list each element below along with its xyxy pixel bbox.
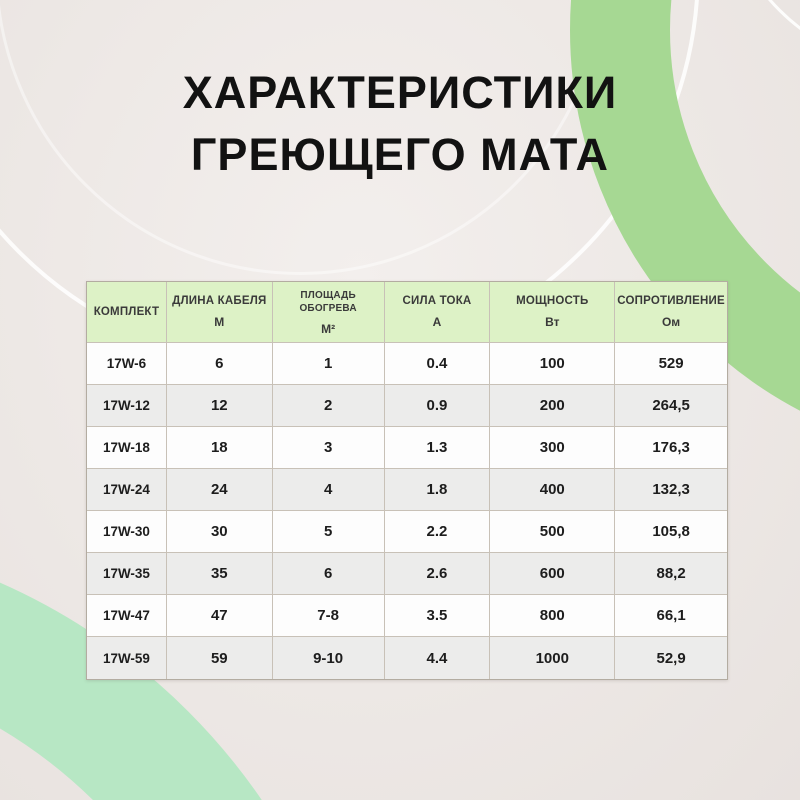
column-header xyxy=(615,282,727,343)
column-header-unit: А xyxy=(432,315,442,329)
value-cell: 500 xyxy=(490,511,615,553)
column-header-label: ДЛИНА КАБЕЛЯ xyxy=(172,295,267,307)
column-header-label: СОПРОТИВЛЕНИЕ xyxy=(617,295,725,307)
value-cell: 6 xyxy=(167,343,273,385)
value-cell: 4.4 xyxy=(385,637,491,679)
value-cell: 35 xyxy=(167,553,273,595)
value-cell: 9-10 xyxy=(273,637,385,679)
value-cell: 3.5 xyxy=(385,595,491,637)
column-header-unit: Ом xyxy=(661,315,681,329)
column-header xyxy=(87,282,167,343)
column-header-unit: М xyxy=(214,315,225,329)
characteristics-table xyxy=(86,281,728,680)
value-cell: 1 xyxy=(273,343,385,385)
kit-name-cell: 17W-59 xyxy=(87,637,167,679)
value-cell: 0.4 xyxy=(385,343,491,385)
value-cell: 2.2 xyxy=(385,511,491,553)
value-cell: 200 xyxy=(490,385,615,427)
column-header xyxy=(385,282,491,343)
kit-name-cell: 17W-35 xyxy=(87,553,167,595)
table-header-row xyxy=(87,282,727,343)
value-cell: 400 xyxy=(490,469,615,511)
table-row xyxy=(87,511,727,553)
value-cell: 30 xyxy=(167,511,273,553)
table-row xyxy=(87,595,727,637)
table-row xyxy=(87,385,727,427)
value-cell: 1.3 xyxy=(385,427,491,469)
table-row xyxy=(87,469,727,511)
column-header xyxy=(167,282,273,343)
value-cell: 12 xyxy=(167,385,273,427)
value-cell: 47 xyxy=(167,595,273,637)
value-cell: 176,3 xyxy=(615,427,727,469)
value-cell: 4 xyxy=(273,469,385,511)
kit-name-cell: 17W-12 xyxy=(87,385,167,427)
column-header xyxy=(273,282,385,343)
table-body xyxy=(87,343,727,679)
column-header-unit: Вт xyxy=(545,315,560,329)
page-title-line1: ХАРАКТЕРИСТИКИ xyxy=(182,67,618,118)
table-row xyxy=(87,343,727,385)
kit-name-cell: 17W-18 xyxy=(87,427,167,469)
value-cell: 529 xyxy=(615,343,727,385)
value-cell: 0.9 xyxy=(385,385,491,427)
value-cell: 800 xyxy=(490,595,615,637)
column-header-label: ПЛОЩАДЬ ОБОГРЕВА xyxy=(299,289,357,314)
value-cell: 2.6 xyxy=(385,553,491,595)
value-cell: 600 xyxy=(490,553,615,595)
page-title-line2: ГРЕЮЩЕГО МАТА xyxy=(190,129,610,180)
value-cell: 24 xyxy=(167,469,273,511)
table-row xyxy=(87,427,727,469)
value-cell: 59 xyxy=(167,637,273,679)
column-header xyxy=(490,282,615,343)
value-cell: 66,1 xyxy=(615,595,727,637)
kit-name-cell: 17W-24 xyxy=(87,469,167,511)
value-cell: 6 xyxy=(273,553,385,595)
table-row xyxy=(87,637,727,679)
table-row xyxy=(87,553,727,595)
value-cell: 1.8 xyxy=(385,469,491,511)
value-cell: 5 xyxy=(273,511,385,553)
column-header-label: КОМПЛЕКТ xyxy=(93,305,160,318)
value-cell: 105,8 xyxy=(615,511,727,553)
kit-name-cell: 17W-6 xyxy=(87,343,167,385)
kit-name-cell: 17W-30 xyxy=(87,511,167,553)
value-cell: 1000 xyxy=(490,637,615,679)
value-cell: 18 xyxy=(167,427,273,469)
kit-name-cell: 17W-47 xyxy=(87,595,167,637)
value-cell: 300 xyxy=(490,427,615,469)
column-header-label: СИЛА ТОКА xyxy=(402,295,472,307)
value-cell: 7-8 xyxy=(273,595,385,637)
column-header-label: МОЩНОСТЬ xyxy=(516,295,589,307)
value-cell: 2 xyxy=(273,385,385,427)
value-cell: 3 xyxy=(273,427,385,469)
value-cell: 52,9 xyxy=(615,637,727,679)
value-cell: 88,2 xyxy=(615,553,727,595)
value-cell: 132,3 xyxy=(615,469,727,511)
page-title xyxy=(0,62,800,186)
value-cell: 264,5 xyxy=(615,385,727,427)
value-cell: 100 xyxy=(490,343,615,385)
column-header-unit: М² xyxy=(321,321,336,336)
